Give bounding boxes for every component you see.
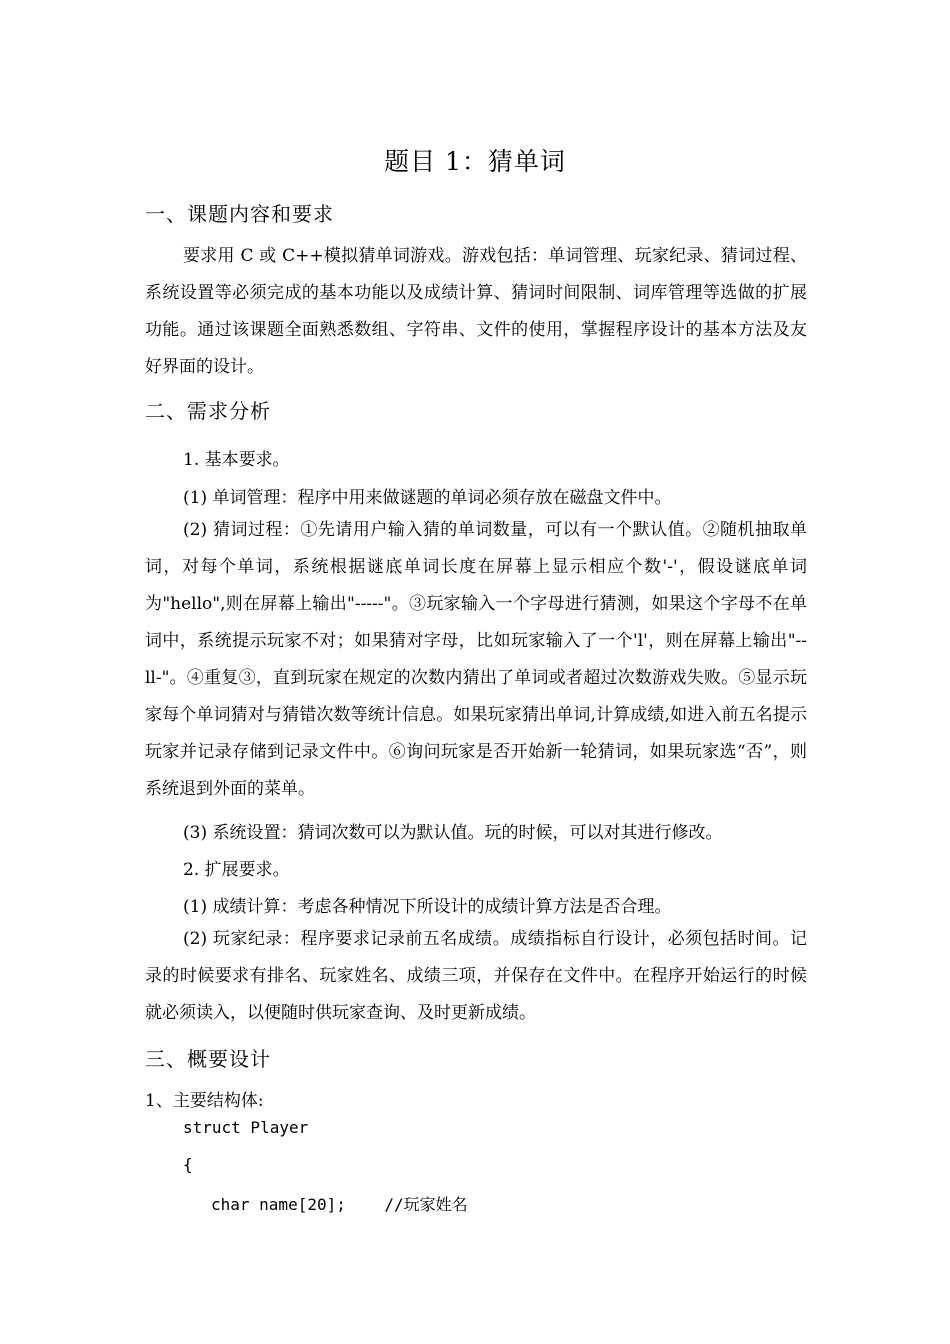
- section-heading-2: 二、需求分析: [145, 399, 271, 423]
- basic-requirements-label: 1. 基本要求。: [183, 450, 290, 470]
- section-heading-1: 一、课题内容和要求: [145, 202, 334, 226]
- extended-item-2: (2) 玩家纪录：程序要求记录前五名成绩。成绩指标自行设计，必须包括时间。记录的时候要求有排名、玩家姓名、成绩三项，并保存在文件中。在程序开始运行的时候就必须读入，以便随时供玩家查询、及时更新成绩。: [145, 929, 807, 1023]
- document-title: 题目 1：猜单词: [384, 147, 566, 176]
- struct-heading: 1、主要结构体:: [145, 1091, 264, 1111]
- code-line-2: {: [183, 1155, 193, 1174]
- extended-item-1: (1) 成绩计算：考虑各种情况下所设计的成绩计算方法是否合理。: [183, 897, 672, 917]
- section-1-paragraph: 要求用 C 或 C++模拟猜单词游戏。游戏包括：单词管理、玩家纪录、猜词过程、系统设置等必须完成的基本功能以及成绩计算、猜词时间限制、词库管理等选做的扩展功能。通过该课题全面熟悉数组、字符串、文件的使用，掌握程序设计的基本方法及友好界面的设计。: [145, 246, 807, 377]
- extended-requirements-label: 2. 扩展要求。: [183, 860, 290, 880]
- requirement-item-3: (3) 系统设置：猜词次数可以为默认值。玩的时候，可以对其进行修改。: [183, 823, 723, 843]
- code-line-3: char name[20]; //玩家姓名: [211, 1195, 468, 1214]
- requirement-item-1: (1) 单词管理：程序中用来做谜题的单词必须存放在磁盘文件中。: [183, 488, 672, 508]
- section-heading-3: 三、概要设计: [145, 1047, 271, 1071]
- code-line-1: struct Player: [183, 1118, 309, 1137]
- requirement-item-2: (2) 猜词过程：①先请用户输入猜的单词数量，可以有一个默认值。②随机抽取单词，对每个单词，系统根据谜底单词长度在屏幕上显示相应个数'-'，假设谜底单词为"hello",则在屏幕上输出"-----"。③玩家输入一个字母进行猜测，如果这个字母不在单词中，系统提示玩家不对；如果猜对字母，比如玩家输入了一个'l'，则在屏幕上输出"--ll-"。④重复③，直到玩家在规定的次数内猜出了单词或者超过次数游戏失败。⑤显示玩家每个单词猜对与猜错次数等统计信息。如果玩家猜出单词,计算成绩,如进入前五名提示玩家并记录存储到记录文件中。⑥询问玩家是否开始新一轮猜词，如果玩家选“否”，则系统退到外面的菜单。: [145, 520, 807, 799]
